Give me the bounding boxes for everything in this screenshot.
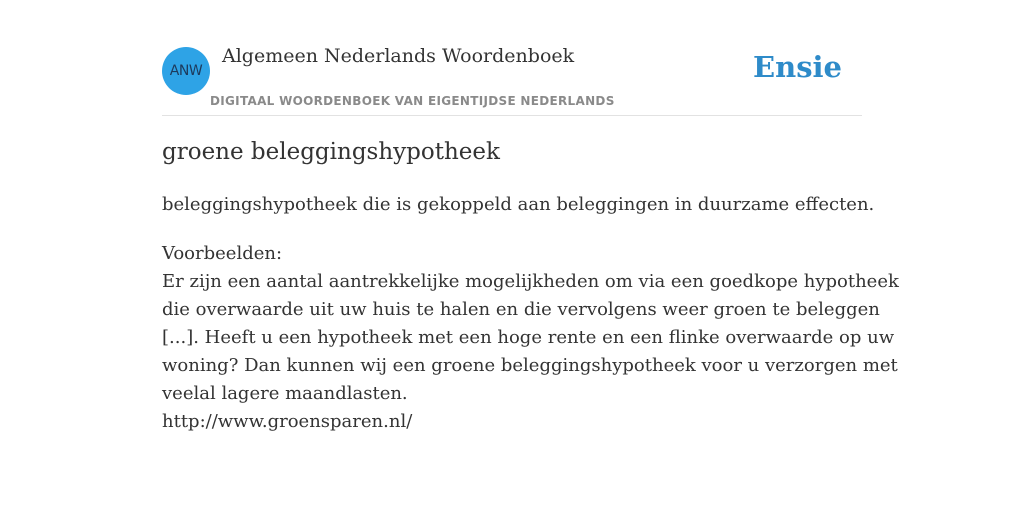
examples-label: Voorbeelden: [162,243,283,264]
example-line: veelal lagere maandlasten. [162,383,408,404]
entry-term: groene beleggingshypotheek [162,139,500,165]
example-line: [...]. Heeft u een hypotheek met een hoge rente en een flinke overwaarde op uw [162,327,895,348]
example-line: woning? Dan kunnen wij een groene beleggingshypotheek voor u verzorgen met [162,355,898,376]
ensie-brand-link[interactable]: Ensie [753,50,842,84]
anw-logo[interactable] [162,47,210,95]
example-text [162,268,899,408]
anw-logo-text: ANW [169,63,203,79]
entry-definition: beleggingshypotheek die is gekoppeld aan beleggingen in duurzame effecten. [162,194,875,215]
site-title[interactable]: Algemeen Nederlands Woordenboek [222,45,575,67]
header [162,0,862,116]
example-line: die overwaarde uit uw huis te halen en die vervolgens weer groen te beleggen [162,299,880,320]
examples-section [162,240,899,436]
example-line: Er zijn een aantal aantrekkelijke mogelijkheden om via een goedkope hypotheek [162,271,899,292]
site-subtitle: DIGITAAL WOORDENBOEK VAN EIGENTIJDSE NEDERLANDS [210,94,615,108]
content-container [162,0,899,432]
example-source: http://www.groensparen.nl/ [162,411,413,432]
